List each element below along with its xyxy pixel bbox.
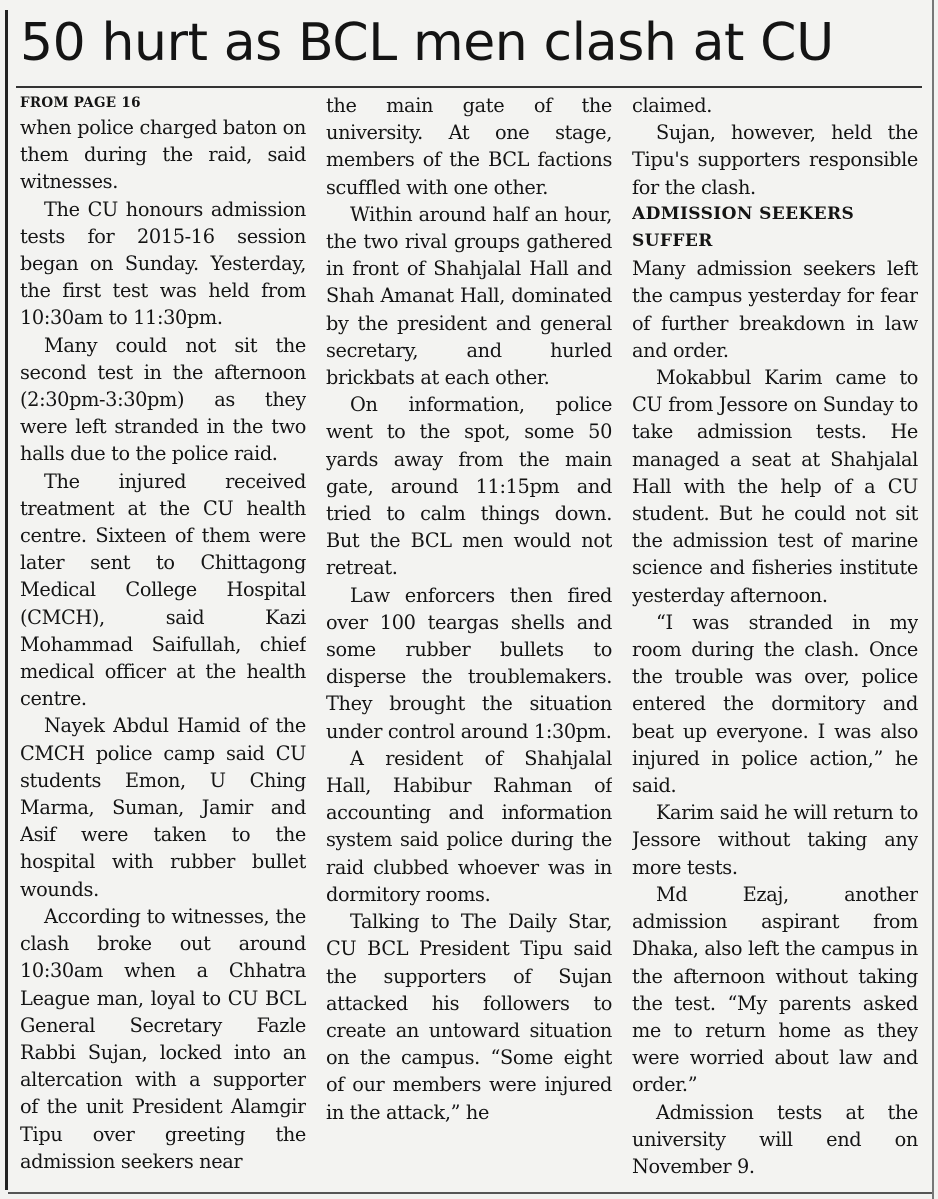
paragraph: According to witnesses, the clash broke out around 10:30am when a Chhatra League man, loyal to CU BCL General Secretary Fazle Rabbi Sujan, locked into an altercation with a supporter of the unit President Alamgir Tipu over greeting the admission seekers near — [20, 904, 306, 1173]
article-column-3 — [632, 92, 918, 1184]
paragraph: A resident of Shahjalal Hall, Habibur Rahman of accounting and information system said police during the raid clubbed whoever was in dormitory rooms. — [326, 746, 612, 906]
paragraph: The CU honours admission tests for 2015-16 session began on Sunday. Yesterday, the first test was held from 10:30am to 11:30pm. — [20, 197, 306, 330]
paragraph: when police charged baton on them during the raid, said witnesses. — [20, 116, 306, 194]
paragraph: Many could not sit the second test in the afternoon (2:30pm-3:30pm) as they were left stranded in the two halls due to the police raid. — [20, 333, 306, 466]
article-column-2 — [326, 92, 612, 1184]
paragraph: “I was stranded in my room during the clash. Once the trouble was over, police entered the dormitory and beat up everyone. I was also injured in police action,” he said. — [632, 610, 918, 798]
headline-rule — [16, 86, 922, 88]
article-column-1 — [20, 92, 306, 1184]
headline: 50 hurt as BCL men clash at CU — [20, 13, 834, 73]
paragraph: Within around half an hour, the two rival groups gathered in front of Shahjalal Hall and Shah Amanat Hall, dominated by the president and general secretary, and hurled brickbats at each other. — [326, 202, 612, 390]
paragraph: Mokabbul Karim came to CU from Jessore on Sunday to take admission tests. He managed a seat at Shahjalal Hall with the help of a CU student. But he could not sit the admission test of marine science and fisheries institute yesterday afternoon. — [632, 366, 918, 607]
bottom-rule — [8, 1192, 932, 1194]
paragraph: Karim said he will return to Jessore without taking any more tests. — [632, 801, 918, 879]
left-column-rule — [5, 10, 8, 1190]
paragraph: the main gate of the university. At one stage, members of the BCL factions scuffled with one other. — [326, 94, 612, 199]
paragraph: claimed. — [632, 94, 712, 117]
paragraph: Law enforcers then fired over 100 teargas shells and some rubber bullets to disperse the troublemakers. They brought the situation under control around 1:30pm. — [326, 583, 612, 743]
subhead-line: SUFFER — [632, 231, 713, 252]
right-edge-rule — [932, 0, 934, 1199]
subhead-line: ADMISSION SEEKERS — [632, 203, 855, 224]
paragraph: Admission tests at the university will end on November 9. — [632, 1100, 918, 1178]
paragraph: Many admission seekers left the campus yesterday for fear of further breakdown in law and order. — [632, 257, 918, 362]
paragraph: On information, police went to the spot, some 50 yards away from the main gate, around 11:15pm and tried to calm things down. But the BCL men would not retreat. — [326, 393, 612, 580]
paragraph: Md Ezaj, another admission aspirant from Dhaka, also left the campus in the afternoon without taking the test. “My parents asked me to return home as they were worried about law and order.” — [632, 882, 918, 1097]
paragraph: Talking to The Daily Star, CU BCL President Tipu said the supporters of Sujan attacked his followers to create an untoward situation on the campus. “Some eight of our members were injured in the attack,” he — [326, 910, 612, 1124]
paragraph: Nayek Abdul Hamid of the CMCH police camp said CU students Emon, U Ching Marma, Suman, Jamir and Asif were taken to the hospital with rubber bullet wounds. — [20, 714, 306, 901]
paragraph: Sujan, however, held the Tipu's supporters responsible for the clash. — [632, 121, 918, 199]
continued-from-kicker: FROM PAGE 16 — [20, 95, 141, 111]
subhead — [632, 201, 918, 255]
paragraph: The injured received treatment at the CU health centre. Sixteen of them were later sent to Chittagong Medical College Hospital (CMCH), said Kazi Mohammad Saifullah, chief medical officer at the health centre. — [20, 469, 306, 711]
